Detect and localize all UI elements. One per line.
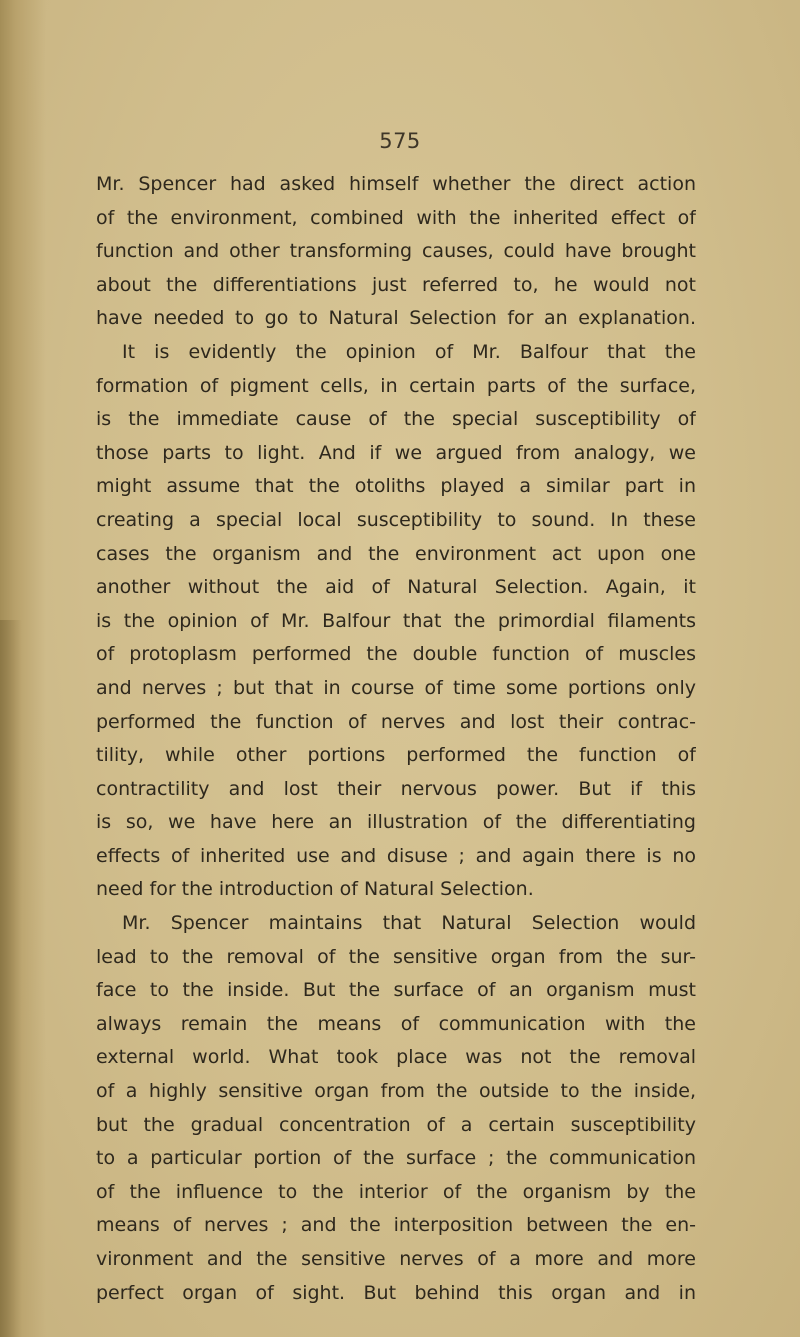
text-line: of the influence to the interior of the organism by the <box>96 1180 696 1203</box>
text-line: but the gradual concentration of a certain susceptibility <box>96 1113 696 1136</box>
text-line: lead to the removal of the sensitive organ from the sur- <box>96 945 696 968</box>
text-line: perfect organ of sight. But behind this organ and in <box>96 1281 696 1304</box>
text-line: means of nerves ; and the interposition between the en- <box>96 1214 696 1237</box>
text-line: and nerves ; but that in course of time some portions only <box>96 676 696 699</box>
gutter-shadow <box>0 0 46 1337</box>
text-line: is the opinion of Mr. Balfour that the primordial filaments <box>96 609 696 632</box>
binding-shadow <box>0 620 22 1337</box>
text-line: function and other transforming causes, could have brought <box>96 240 696 263</box>
page-number: 575 <box>379 129 421 153</box>
text-line: of the environment, combined with the inherited effect of <box>96 206 696 229</box>
text-line: formation of pigment cells, in certain parts of the surface, <box>96 374 696 397</box>
text-line: might assume that the otoliths played a similar part in <box>96 475 696 498</box>
text-line: It is evidently the opinion of Mr. Balfour that the <box>122 340 696 363</box>
text-line: contractility and lost their nervous power. But if this <box>96 777 696 800</box>
text-line: tility, while other portions performed the function of <box>96 744 696 767</box>
text-line: is so, we have here an illustration of the differentiating <box>96 811 696 834</box>
text-line: creating a special local susceptibility to sound. In these <box>96 508 696 531</box>
text-line: about the differentiations just referred to, he would not <box>96 273 696 296</box>
text-line: of a highly sensitive organ from the outside to the inside, <box>96 1080 696 1103</box>
text-line: performed the function of nerves and lost their contrac- <box>96 710 696 733</box>
text-line: face to the inside. But the surface of an organism must <box>96 979 696 1002</box>
text-line: cases the organism and the environment act upon one <box>96 542 696 565</box>
text-line: those parts to light. And if we argued from analogy, we <box>96 441 696 464</box>
text-line: external world. What took place was not the removal <box>96 1046 696 1069</box>
text-line: to a particular portion of the surface ; the communication <box>96 1147 696 1170</box>
text-line: need for the introduction of Natural Selection. <box>96 878 534 901</box>
text-line: of protoplasm performed the double function of muscles <box>96 643 696 666</box>
text-line: Mr. Spencer had asked himself whether the direct action <box>96 173 696 195</box>
text-line: vironment and the sensitive nerves of a more and more <box>96 1248 696 1270</box>
text-line: have needed to go to Natural Selection for an explanation. <box>96 307 696 330</box>
text-line: another without the aid of Natural Selection. Again, it <box>96 576 696 599</box>
text-line: always remain the means of communication with the <box>96 1012 696 1035</box>
text-line: Mr. Spencer maintains that Natural Selection would <box>122 912 696 935</box>
text-line: effects of inherited use and disuse ; and again there is no <box>96 844 696 867</box>
text-line: is the immediate cause of the special susceptibility of <box>96 408 696 431</box>
body-text <box>96 168 696 1310</box>
